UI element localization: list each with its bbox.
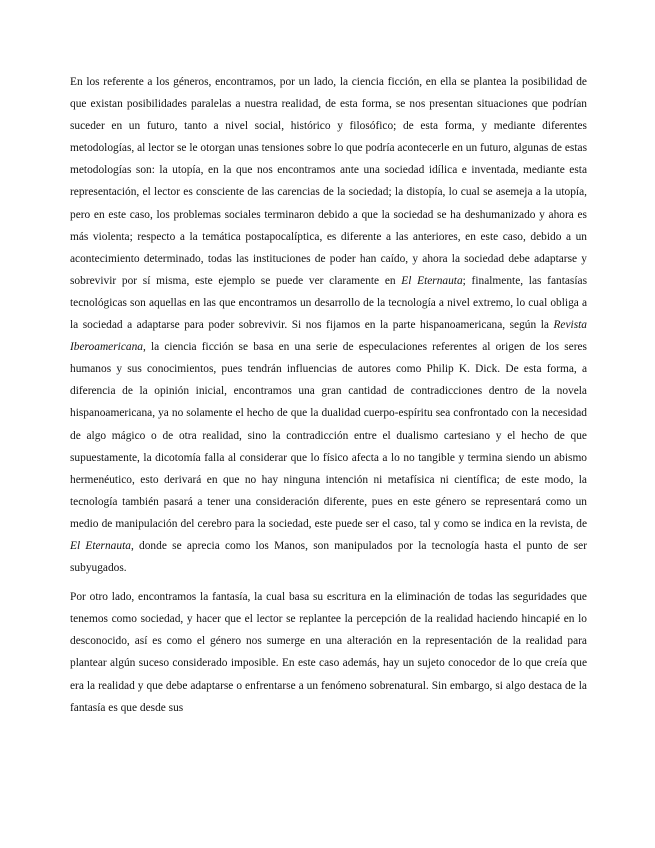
book-title-el-eternauta: El Eternauta [70, 539, 131, 552]
paragraph-1-text: , la ciencia ficción se basa en una serie de especulaciones referentes al origen de los seres humanos y sus conocimientos, pues tendrán influencias de autores como Philip K. Dick. De esta forma, a diferencia de la opinión inicial, encontramos una gran cantidad de contradicciones dentro de la novela hispanoamericana, ya no solamente el hecho de que la dualidad cuerpo-espíritu sea confrontado con la necesidad de algo mágico o de otra realidad, sino la contradicción entre el dualismo cartesiano y el hecho de que supuestamente, la dicotomía falla al considerar que lo físico afecta a lo no tangible y termina siendo un abismo hermenéutico, esto derivará en que no hay ninguna intención ni metafísica ni científica; de este modo, la tecnología también pasará a tener una consideración diferente, pues en este género se representará como un medio de manipulación del cerebro para la sociedad, este puede ser el caso, tal y como se indica en la revista, de [70, 341, 587, 530]
paragraph-2-text: Por otro lado, encontramos la fantasía, la cual basa su escritura en la eliminación de todas las seguridades que tenemos como sociedad, y hacer que el lector se replantee la percepción de la realidad haciendo hincapié en lo desconocido, así es como el género nos sumerge en una alteración en la representación de la realidad para plantear algún suceso considerado imposible. En este caso además, hay un sujeto conocedor de lo que creía que era la realidad y que debe adaptarse o enfrentarse a un fenómeno sobrenatural. Sin embargo, si algo destaca de la fantasía es que desde sus [70, 591, 587, 714]
paragraph-1 [70, 71, 587, 579]
paragraph-1-text: , donde se aprecia como los Manos, son manipulados por la tecnología hasta el punto de ser subyugados. [70, 539, 587, 575]
document-body [70, 71, 587, 719]
paragraph-2 [70, 586, 587, 719]
book-title-el-eternauta: El Eternauta [401, 274, 463, 287]
journal-title-revista-iberoamericana: Revista Iberoamericana [70, 319, 587, 354]
paragraph-1-text: En los referente a los géneros, encontramos, por un lado, la ciencia ficción, en ella se plantea la posibilidad de que existan posibilidades paralelas a nuestra realidad, de esta forma, se nos presentan situaciones que podrían suceder en un futuro, tanto a nivel social, histórico y filosófico; de esta forma, y mediante diferentes metodologías, al lector se le otorgan unas tensiones sobre lo que podría acontecerle en un futuro, algunas de estas metodologías son: la utopía, en la que nos encontramos ante una sociedad idílica e inventada, mediante esta representación, el lector es consciente de las carencias de la sociedad; la distopía, lo cual se asemeja a la utopía, pero en este caso, los problemas sociales terminaron debido a que la sociedad se ha deshumanizado y ahora es más violenta; respecto a la temática postapocalíptica, es diferente a las anteriores, en este caso, debido a un acontecimiento determinado, todas las instituciones de poder han caído, y ahora la sociedad debe adaptarse y sobrevivir por sí misma, este ejemplo se puede ver claramente en [70, 76, 587, 287]
paragraph-1-text: ; finalmente, las fantasías tecnológicas son aquellas en las que encontramos un desarrollo de la tecnología a nivel extremo, lo cual obliga a la sociedad a adaptarse para poder sobrevivir. Si nos fijamos en la parte hispanoamericana, según la [70, 274, 588, 332]
